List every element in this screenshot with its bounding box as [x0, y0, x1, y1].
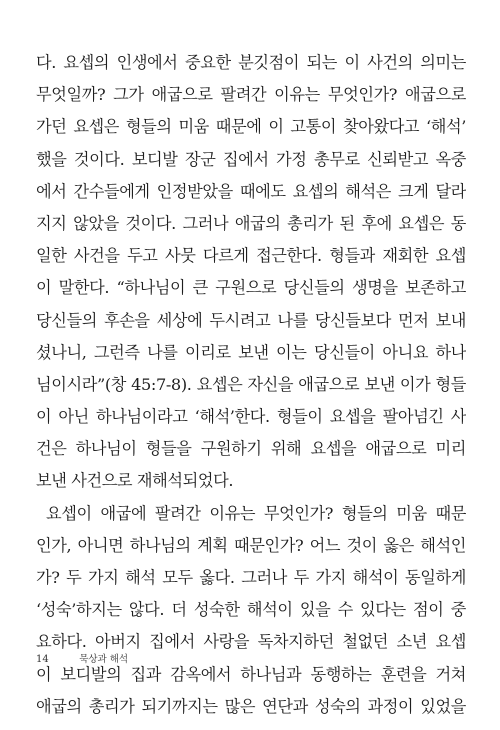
- page-number: 14: [36, 654, 49, 665]
- text-line-21: 애굽의 총리가 되기까지는 많은 연단과 성숙의 과정이 있었을: [36, 696, 466, 716]
- text-line-18: ‘성숙’하지는 않다. 더 성숙한 해석이 있을 수 있다는 점이 중: [36, 600, 466, 620]
- text-line-7: 일한 사건을 두고 사뭇 다르게 접근한다. 형들과 재회한 요셉: [36, 246, 466, 266]
- text-line-2: 무엇일까? 그가 애굽으로 팔려간 이유는 무엇인가? 애굽으로: [36, 85, 466, 105]
- text-line-1: 다. 요셉의 인생에서 중요한 분깃점이 되는 이 사건의 의미는: [36, 53, 466, 72]
- text-line-5: 에서 간수들에게 인정받았을 때에도 요셉의 해석은 크게 달라: [36, 181, 466, 201]
- text-line-19: 요하다. 아버지 집에서 사랑을 독차지하던 철없던 소년 요셉: [36, 632, 466, 652]
- body-text: [36, 47, 466, 723]
- page-footer: [36, 651, 128, 665]
- text-line-16: 인가, 아니면 하나님의 계획 때문인가? 어느 것이 옳은 해석인: [36, 535, 466, 555]
- text-line-20: 이 보디발의 집과 감옥에서 하나님과 동행하는 훈련을 거쳐: [36, 664, 466, 684]
- text-line-17: 가? 두 가지 해석 모두 옳다. 그러나 두 가지 해석이 동일하게: [36, 568, 466, 587]
- text-line-4: 했을 것이다. 보디발 장군 집에서 가정 총무로 신뢰받고 옥중: [36, 149, 466, 169]
- text-line-3: 가던 요셉은 형들의 미움 때문에 이 고통이 찾아왔다고 ‘해석’: [36, 117, 466, 137]
- text-line-14: 보낸 사건으로 재해석되었다.: [36, 471, 234, 491]
- text-line-13: 건은 하나님이 형들을 구원하기 위해 요셉을 애굽으로 미리: [36, 439, 466, 459]
- text-line-15: 요셉이 애굽에 팔려간 이유는 무엇인가? 형들의 미움 때문: [46, 503, 466, 523]
- text-line-8: 이 말한다. “하나님이 큰 구원으로 당신들의 생명을 보존하고: [36, 278, 466, 298]
- text-line-6: 지지 않았을 것이다. 그러나 애굽의 총리가 된 후에 요셉은 동: [36, 213, 466, 233]
- text-line-9: 당신들의 후손을 세상에 두시려고 나를 당신들보다 먼저 보내: [36, 310, 466, 330]
- text-line-11: 님이시라”(창 45:7-8). 요셉은 자신을 애굽으로 보낸 이가 형들: [36, 374, 466, 394]
- text-line-12: 이 아닌 하나님이라고 ‘해석’한다. 형들이 요셉을 팔아넘긴 사: [36, 407, 466, 427]
- text-line-10: 셨나니, 그런즉 나를 이리로 보낸 이는 당신들이 아니요 하나: [36, 342, 466, 362]
- running-title: 묵상과 해석: [79, 654, 129, 665]
